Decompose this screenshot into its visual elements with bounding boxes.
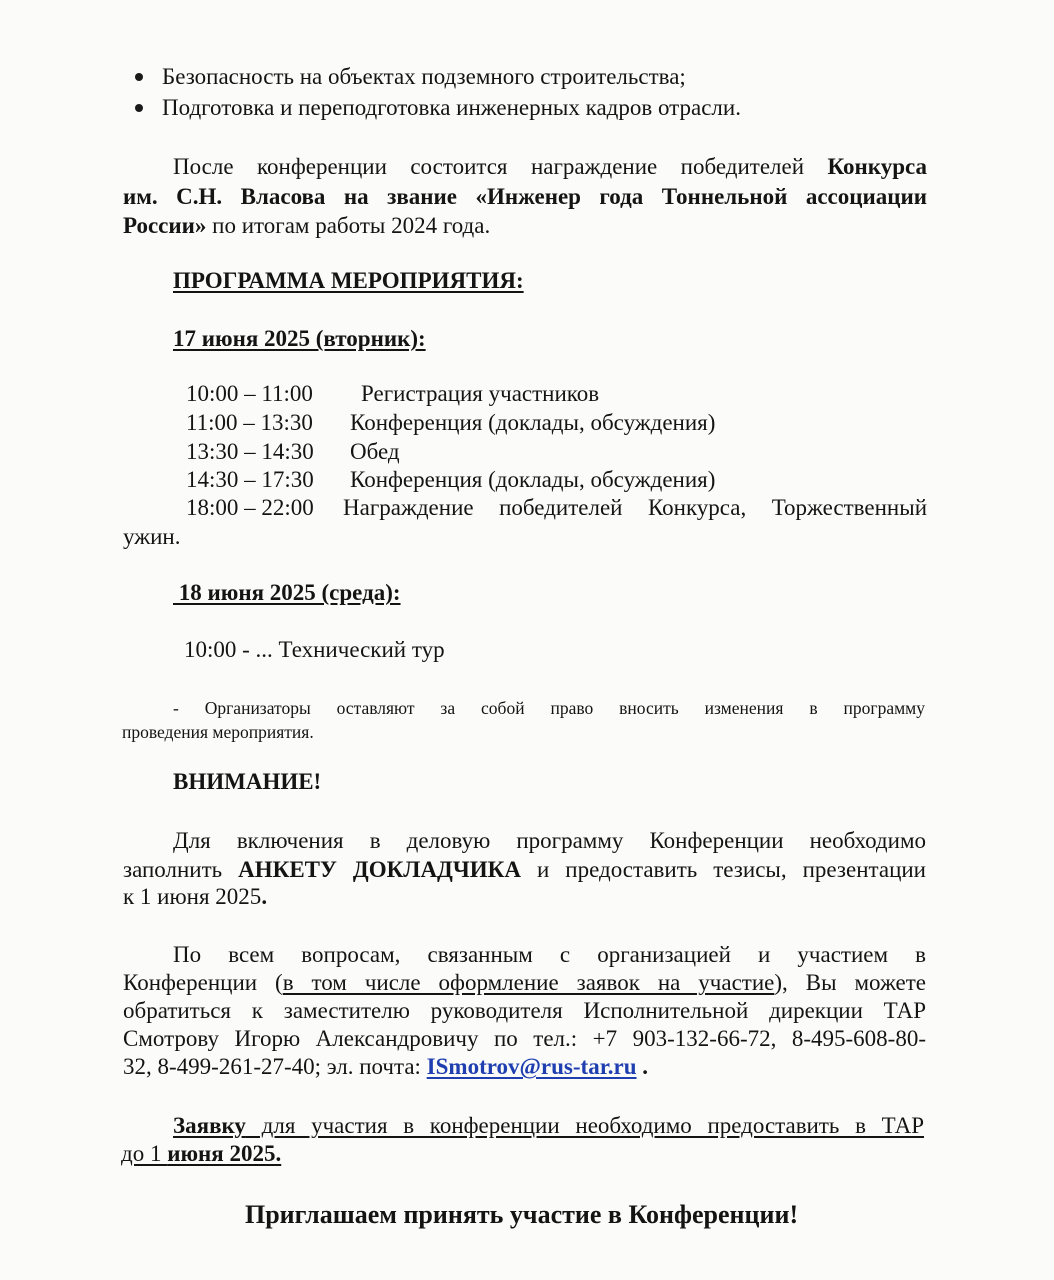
speaker-form-title: АНКЕТУ ДОКЛАДЧИКА <box>238 857 521 882</box>
attention-line-2 <box>123 855 926 885</box>
application-text: до 1 <box>121 1141 168 1166</box>
application-line-1 <box>173 1111 924 1141</box>
schedule-activity: Конференция (доклады, обсуждения) <box>350 410 716 435</box>
day1-heading: 17 июня 2025 (вторник): <box>173 326 426 351</box>
contact-line-2 <box>123 968 926 998</box>
application-keyword: Заявку <box>173 1113 246 1138</box>
schedule-time: 13:30 – 14:30 <box>186 439 314 464</box>
attention-line-1: Для включения в деловую программу Конференции необходимо <box>173 828 926 853</box>
day2-heading: 18 июня 2025 (среда): <box>173 580 401 605</box>
contact-text: 32, 8-499-261-27-40; эл. почта: <box>123 1054 427 1079</box>
award-org: России» <box>123 213 207 238</box>
contact-line-3: обратиться к заместителю руководителя Исполнительной дирекции ТАР <box>123 998 926 1023</box>
award-text: по итогам работы 2024 года. <box>206 213 491 238</box>
schedule-time: 18:00 – 22:00 <box>186 495 314 520</box>
award-contest: Конкурса <box>827 154 927 179</box>
note-line-1: - Организаторы оставляют за собой право вносить изменения в программу <box>173 698 925 718</box>
program-heading: ПРОГРАММА МЕРОПРИЯТИЯ: <box>173 268 524 293</box>
award-line-1 <box>173 152 927 182</box>
attention-line-3 <box>123 882 267 912</box>
application-deadline: июня 2025 <box>167 1141 276 1166</box>
closing-invitation: Приглашаем принять участие в Конференции! <box>245 1200 799 1229</box>
attention-text: и предоставить тезисы, презентации <box>520 857 926 882</box>
contact-line-4: Смотрову Игорю Александровичу по тел.: +7 903-132-66-72, 8-495-608-80- <box>123 1026 926 1051</box>
bullet-icon <box>135 104 143 112</box>
schedule-activity: Конференция (доклады, обсуждения) <box>350 467 716 492</box>
bullet-item: Безопасность на объектах подземного строительства; <box>162 64 686 89</box>
application-text: для участия в конференции необходимо предоставить в ТАР <box>245 1113 924 1138</box>
contact-text: ), Вы можете <box>774 970 927 995</box>
attention-heading: ВНИМАНИЕ! <box>173 769 322 794</box>
schedule-activity: Награждение победителей Конкурса, Торжественный <box>343 495 927 520</box>
bullet-icon <box>135 73 143 81</box>
schedule-activity: Обед <box>350 439 400 464</box>
bullet-item: Подготовка и переподготовка инженерных кадров отрасли. <box>162 95 741 120</box>
email-link[interactable]: ISmotrov@rus-tar.ru <box>426 1054 637 1079</box>
note-line-2: проведения мероприятия. <box>122 722 314 742</box>
application-line-2 <box>121 1139 281 1169</box>
award-text: После конференции состоится награждение победителей <box>173 154 828 179</box>
award-line-2: им. С.Н. Власова на звание «Инженер года Тоннельной ассоциации <box>123 184 927 209</box>
award-line-3 <box>123 211 490 241</box>
attention-text: заполнить <box>123 857 239 882</box>
schedule-time: 14:30 – 17:30 <box>186 467 314 492</box>
schedule-activity: Регистрация участников <box>361 381 600 406</box>
day2-schedule-row: 10:00 - ... Технический тур <box>184 637 445 662</box>
schedule-time: 11:00 – 13:30 <box>186 410 313 435</box>
attention-period: . <box>261 884 268 909</box>
contact-line-1: По всем вопросам, связанным с организацией и участием в <box>173 942 926 967</box>
contact-underlined: в том числе оформление заявок на участие <box>282 970 775 995</box>
schedule-activity-wrap: ужин. <box>123 524 181 549</box>
contact-text: Конференции ( <box>123 970 283 995</box>
application-period: . <box>275 1141 282 1166</box>
contact-line-5 <box>123 1052 648 1082</box>
contact-period: . <box>636 1054 649 1079</box>
attention-deadline: к 1 июня 2025 <box>123 884 262 909</box>
schedule-time: 10:00 – 11:00 <box>186 381 313 406</box>
